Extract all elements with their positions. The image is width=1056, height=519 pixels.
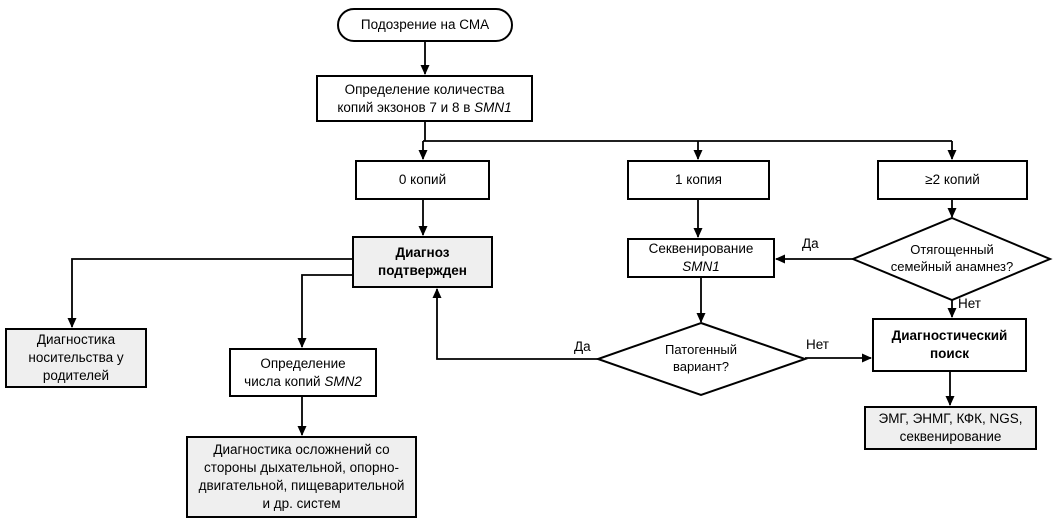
node-emg-panel: [864, 406, 1037, 450]
node-diagnosis-confirmed-label: Диагноз подтвержден: [378, 245, 467, 278]
gene-smn2-italic: SMN2: [324, 373, 362, 389]
gene-smn1-italic: SMN1: [474, 99, 512, 115]
node-diagnostic-search: [872, 318, 1027, 372]
node-smn2-copy-number: [229, 348, 377, 397]
node-complications: [186, 436, 417, 518]
node-family-history-label: Отягощенный семейный анамнез?: [890, 242, 1014, 274]
node-diagnosis-confirmed: [352, 236, 493, 288]
edge-label-no-family: Нет: [958, 296, 981, 311]
node-carrier-testing-label: Диагностика носительства у родителей: [28, 332, 124, 383]
edge-label-no-variant: Нет: [806, 337, 829, 352]
node-diagnostic-search-label: Диагностический поиск: [891, 328, 1008, 361]
node-copy-number-test-label: Определение количества копий экзонов 7 и 8 в SMN1: [337, 81, 512, 115]
node-smn2-copy-number-label: Определение числа копий SMN2: [244, 355, 362, 389]
node-start: [337, 8, 513, 42]
gene-smn1-italic: SMN1: [682, 259, 720, 274]
node-copies-2plus: [877, 160, 1028, 200]
node-sequencing: [627, 238, 775, 278]
node-carrier-testing: [5, 328, 147, 388]
node-pathogenic-variant-label: Патогенный вариант?: [665, 342, 737, 374]
node-copies-0: [355, 160, 490, 200]
node-copies-2plus-label: ≥2 копий: [925, 172, 980, 188]
node-complications-label: Диагностика осложнений со стороны дыхательной, опорно-двигательной, пищеварительной и др. систем: [198, 442, 405, 511]
node-sequencing-label: Секвенирование SMN1: [648, 241, 754, 274]
node-copies-1-label: 1 копия: [675, 172, 722, 188]
node-emg-panel-label: ЭМГ, ЭНМГ, КФК, NGS, секвенирование: [878, 411, 1023, 444]
node-copies-1: [627, 160, 770, 200]
node-family-history: [885, 227, 1019, 291]
node-start-label: Подозрение на СМА: [360, 17, 490, 33]
edge-label-yes-family: Да: [802, 236, 819, 251]
node-pathogenic-variant: [640, 334, 762, 384]
edge-label-yes-variant: Да: [574, 339, 591, 354]
node-copies-0-label: 0 копий: [398, 172, 447, 188]
node-copy-number-test: [316, 75, 533, 122]
